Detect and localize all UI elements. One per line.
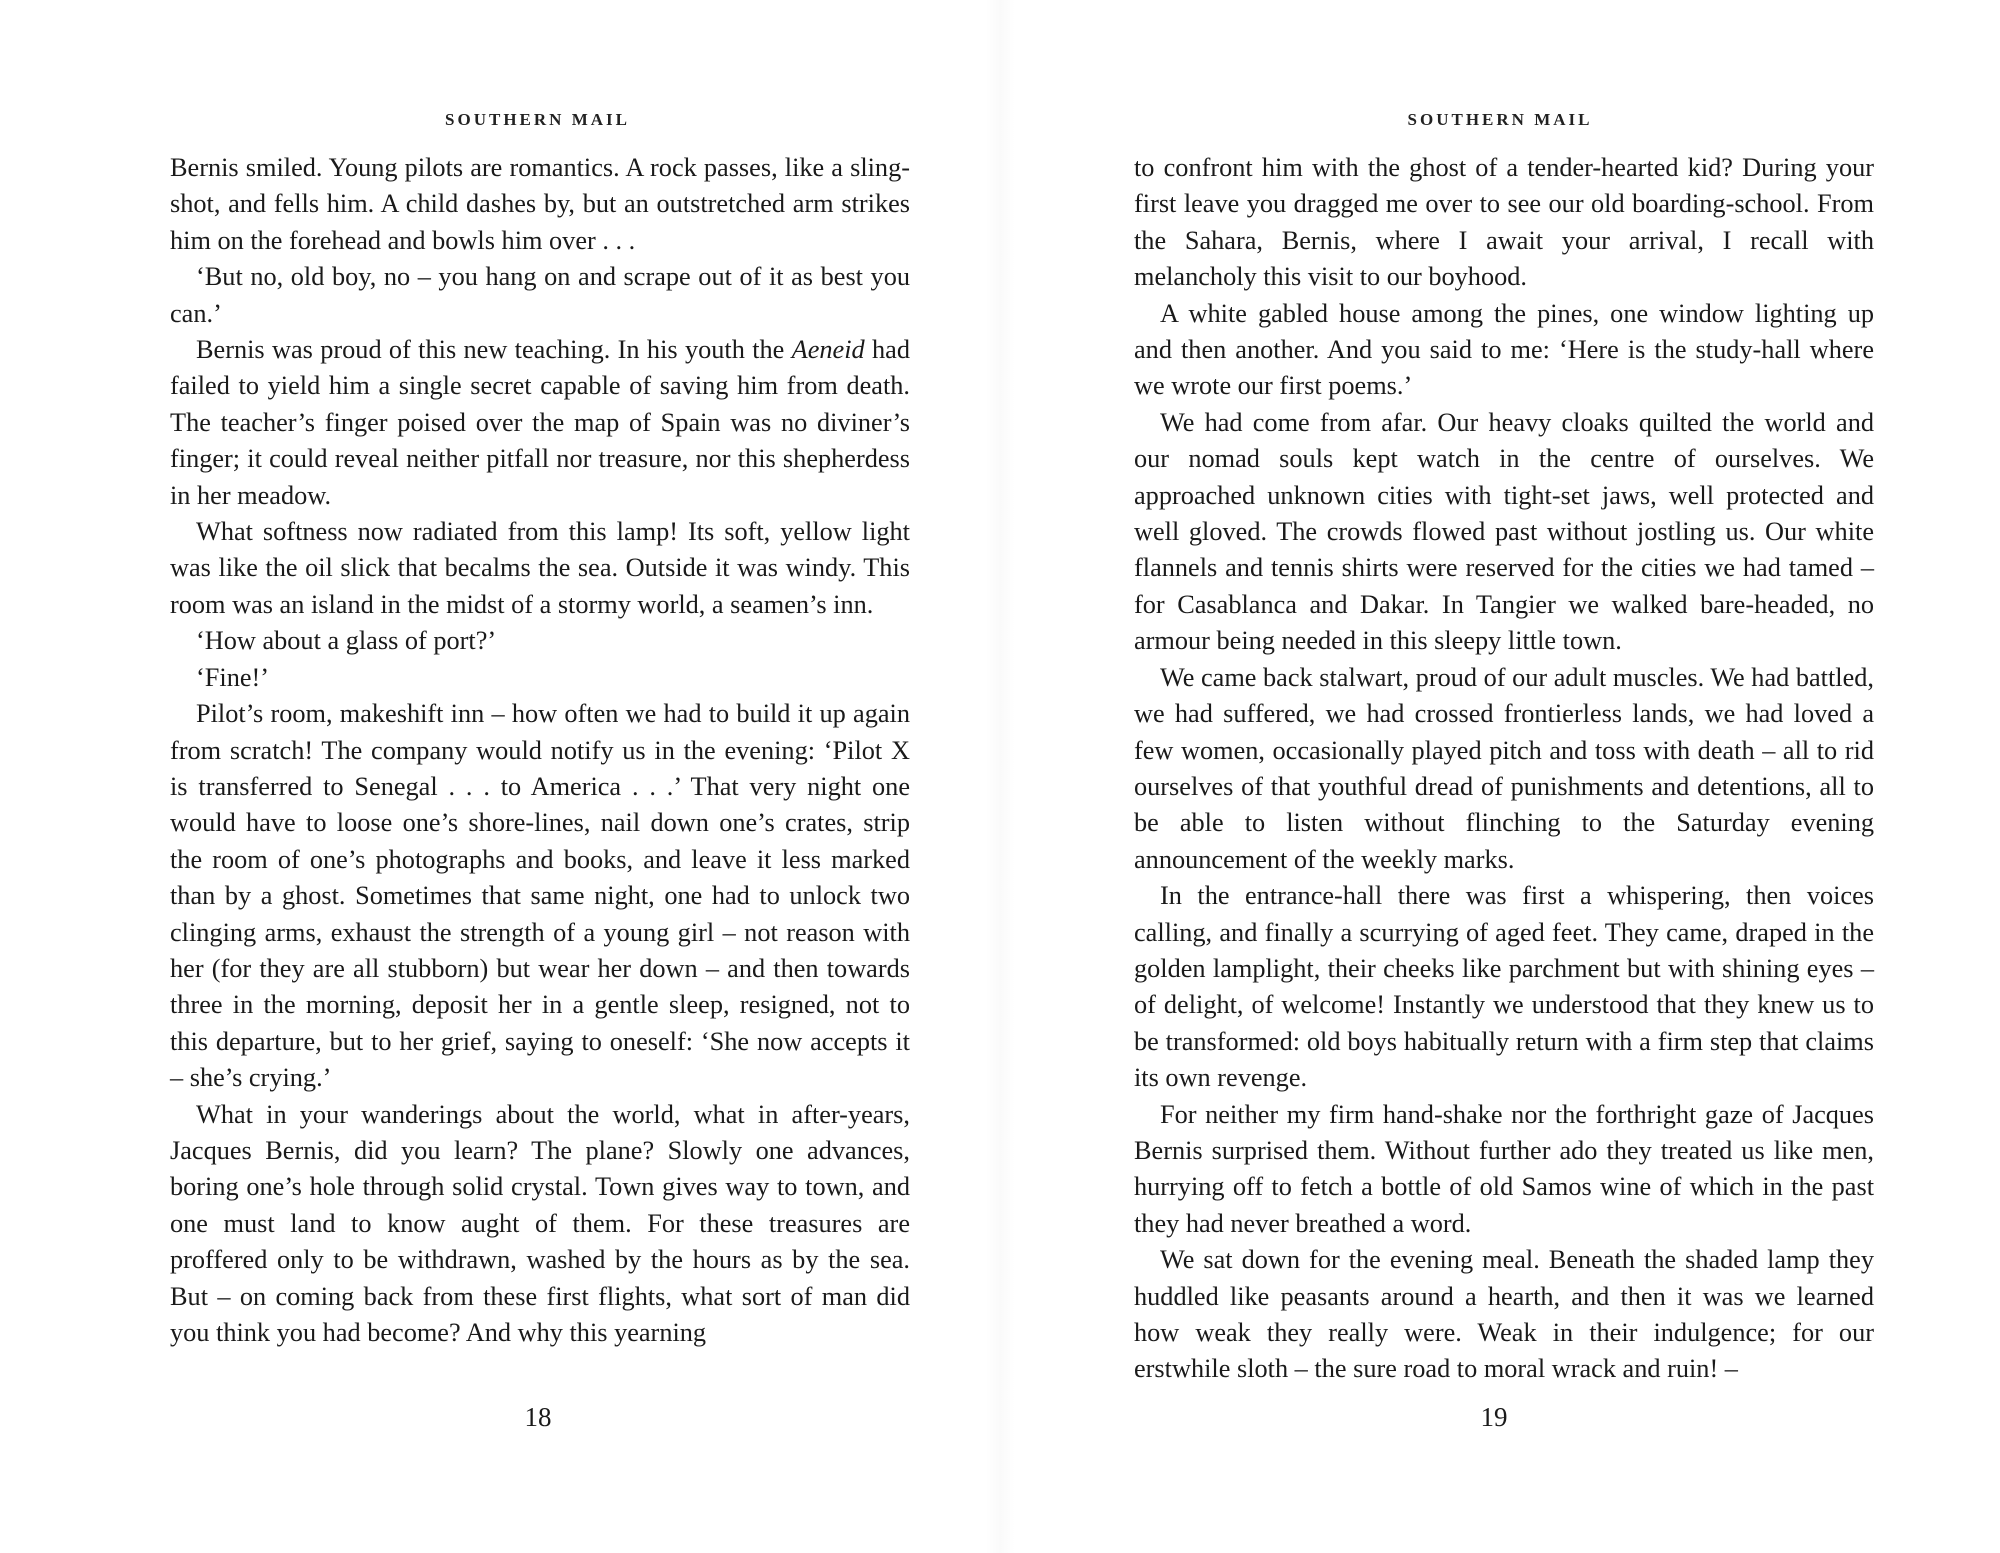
page-number: 19 (1480, 1402, 1508, 1432)
paragraph: ‘Fine!’ (196, 662, 270, 692)
page-number: 18 (524, 1402, 552, 1432)
body-text (1134, 150, 1874, 1388)
paragraph: ‘How about a glass of port?’ (196, 626, 497, 656)
paragraph: What in your wanderings about the world, what in after-years, Jacques Bernis, did you learn? The plane? Slowly one advances, boring one’s hole through solid crystal. Town gives way to town, and one must land to know aught of them. For these treasures are proffered only to be withdrawn, washed by the hours as by the sea. But – on coming back from these first flights, what sort of man did you think you had become? And why this yearning (170, 1099, 910, 1347)
paragraph: For neither my firm hand-shake nor the forthright gaze of Jacques Bernis surprised them. Without further ado they treated us like men, hurrying off to fetch a bottle of old Samos wine of which in the past they had never breathed a word. (1134, 1099, 1874, 1238)
paragraph: We came back stalwart, proud of our adult muscles. We had battled, we had suffered, we had crossed frontierless lands, we had loved a few women, occasionally played pitch and toss with death – all to rid ourselves of that youthful dread of punishments and detentions, all to be able to listen without flinching to the Saturday evening announcement of the weekly marks. (1134, 662, 1874, 874)
book-title-italic: Aeneid (791, 335, 865, 365)
paragraph: Bernis smiled. Young pilots are romantics. A rock passes, like a sling-shot, and fells him. A child dashes by, but an outstretched arm strikes him on the forehead and bowls him over . . . (170, 153, 910, 255)
paragraph: A white gabled house among the pines, one window lighting up and then another. And you said to me: ‘Here is the study-hall where we wrote our first poems.’ (1134, 298, 1874, 401)
paragraph: What softness now radiated from this lamp! Its soft, yellow light was like the oil slick that becalms the sea. Outside it was windy. This room was an island in the midst of a stormy world, a seamen’s inn. (170, 517, 910, 619)
running-head: SOUTHERN MAIL (1407, 110, 1593, 129)
right-page (1000, 0, 2000, 1553)
paragraph: ‘But no, old boy, no – you hang on and scrape out of it as best you can.’ (170, 262, 910, 328)
paragraph-text: Bernis was proud of this new teaching. In his youth the (196, 335, 792, 365)
paragraph: We had come from afar. Our heavy cloaks quilted the world and our nomad souls kept watch in the centre of ourselves. We approached unknown cities with tight-set jaws, well protected and well gloved. The crowds flowed past without jostling us. Our white flannels and tennis shirts were reserved for the cities we had tamed – for Casablanca and Dakar. In Tangier we walked bare-headed, no armour being needed in this sleepy little town. (1134, 407, 1874, 656)
paragraph (170, 332, 910, 514)
running-head: SOUTHERN MAIL (445, 110, 630, 129)
paragraph-text: had failed to yield him a single secret capable of saving him from death. The teacher’s finger poised over the map of Spain was no diviner’s finger; it could reveal neither pitfall nor treasure, nor this shepherdess in her meadow. (170, 335, 910, 510)
paragraph: In the entrance-hall there was first a whispering, then voices calling, and finally a scurrying of aged feet. They came, draped in the golden lamplight, their cheeks like parchment but with shining eyes – of delight, of welcome! Instantly we understood that they knew us to be transformed: old boys habitually return with a firm step that claims its own revenge. (1134, 881, 1874, 1093)
paragraph: Pilot’s room, makeshift inn – how often we had to build it up again from scratch! The company would notify us in the evening: ‘Pilot X is transferred to Senegal . . . to America . . .’ That very night one would have to loose one’s shore-lines, nail down one’s crates, strip the room of one’s photographs and books, and leave it less marked than by a ghost. Sometimes that same night, one had to unlock two clinging arms, exhaust the strength of a young girl – not reason with her (for they are all stubborn) but wear her down – and then towards three in the morning, deposit her in a gentle sleep, resigned, not to this departure, but to her grief, saying to oneself: ‘She now accepts it – she’s crying.’ (170, 699, 910, 1093)
paragraph: We sat down for the evening meal. Beneath the shaded lamp they huddled like peasants around a hearth, and then it was we learned how weak they really were. Weak in their indulgence; for our erstwhile sloth – the sure road to moral wrack and ruin! – (1134, 1245, 1874, 1384)
paragraph: to confront him with the ghost of a tender-hearted kid? During your first leave you dragged me over to see our old boarding-school. From the Sahara, Bernis, where I await your arrival, I recall with melancholy this visit to our boyhood. (1134, 153, 1874, 292)
body-text (170, 150, 910, 1351)
